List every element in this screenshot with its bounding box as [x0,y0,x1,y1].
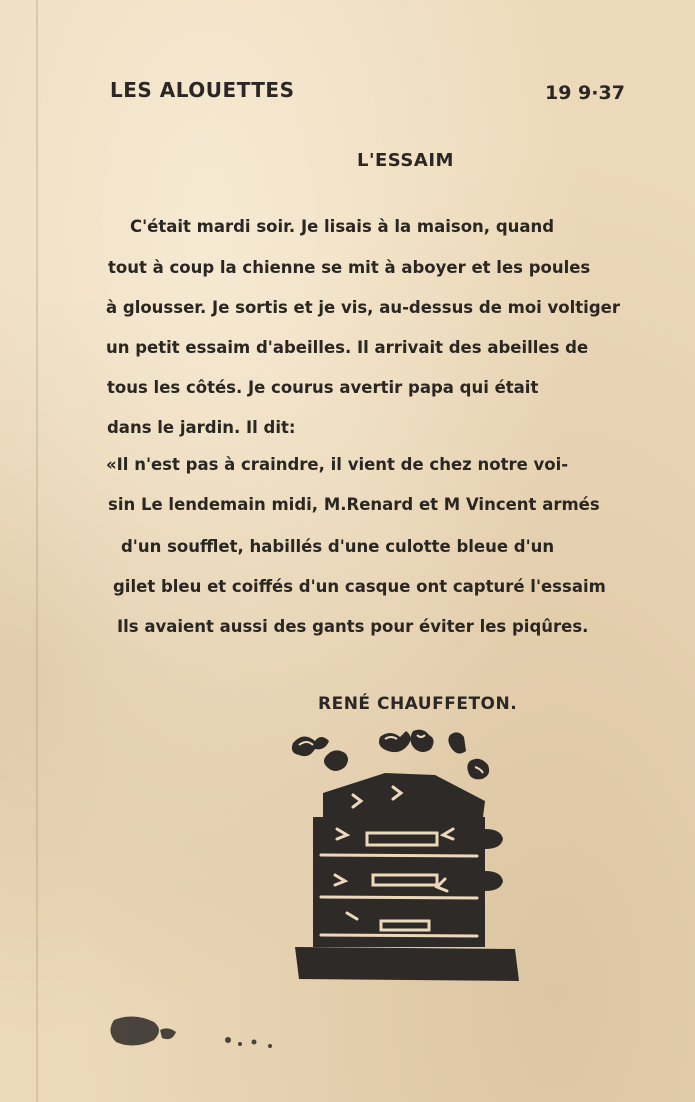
essay-line: gilet bleu et coiffés d'un casque ont capturé l'essaim [113,577,606,596]
beehive-illustration [285,725,525,985]
essay-line: un petit essaim d'abeilles. Il arrivait des abeilles de [106,338,589,357]
bee-icon [324,750,348,771]
essay-line: «Il n'est pas à craindre, il vient de chez notre voi- [106,455,569,474]
essay-line: à glousser. Je sortis et je vis, au-dessus de moi voltiger [106,298,620,317]
bee-icon [379,731,411,752]
bee-icon [410,730,433,752]
essay-title: L'ESSAIM [357,150,454,171]
essay-line: Ils avaient aussi des gants pour éviter les piqûres. [117,617,589,636]
essay-line: tout à coup la chienne se mit à aboyer et les poules [108,258,591,277]
essay-line: sin Le lendemain midi, M.Renard et M Vincent armés [108,495,600,514]
author-signature: RENÉ CHAUFFETON. [318,694,518,714]
publication-date: 19 9·37 [545,82,625,104]
hive-roof [323,773,485,817]
essay-line: C'était mardi soir. Je lisais à la maison, quand [130,217,555,236]
hive-handle [485,871,503,891]
essay-line: tous les côtés. Je courus avertir papa qui était [107,378,539,397]
bee-icon [448,732,466,753]
essay-line: d'un soufflet, habillés d'une culotte bleue d'un [121,537,555,556]
publication-title: LES ALOUETTES [110,78,295,102]
bee-icon [292,736,329,756]
essay-line: dans le jardin. Il dit: [107,418,296,437]
page-fold-shadow [36,0,38,1102]
ink-smudge [110,1010,300,1060]
hive-handle [485,829,503,849]
hive-base [295,947,519,981]
